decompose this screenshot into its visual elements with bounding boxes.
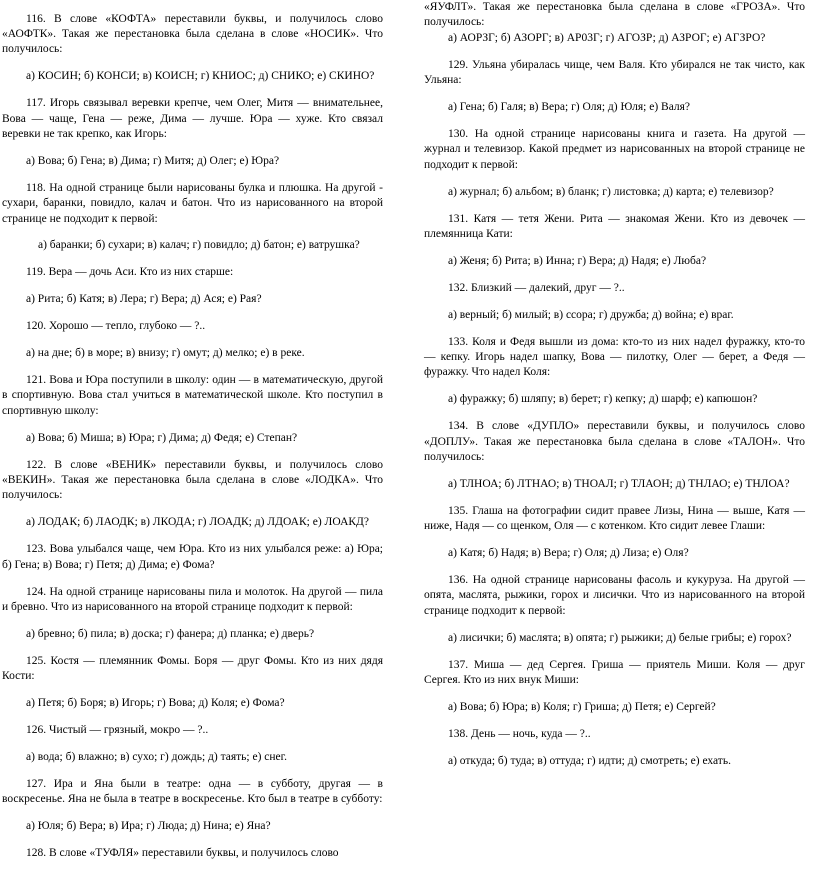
question-paragraph: 117. Игорь связывал веревки крепче, чем Олег, Митя — внимательнее, Вова — чаще, Гена — реже, Дима — лучше. Юра — хуже. Кто связал веревки не так крепко, как Игорь: xyxy=(2,97,383,140)
question-paragraph: 116. В слове «КОФТА» переставили буквы, и получилось слово «АОФТК». Такая же перестановка была сделана в слове «НОСИК». Что получилось: xyxy=(2,12,383,56)
answer-options: а) Юля; б) Вера; в) Ира; г) Люда; д) Нина; е) Яна? xyxy=(26,820,271,833)
answer-options: а) КОСИН; б) КОНСИ; в) КОИСН; г) КНИОС; д) СНИКО; е) СКИНО? xyxy=(26,70,375,83)
left-column xyxy=(2,0,383,873)
question-paragraph: 122. В слове «ВЕНИК» переставили буквы, и получилось слово «ВЕКИН». Такая же перестановка была сделана в слове «ЛОДКА». Что получилось: xyxy=(2,458,383,502)
question-paragraph: 136. На одной странице нарисованы фасоль и кукуруза. На другой — опята, маслята, рыжики, горох и лисички. Что из нарисованного на второй странице подходит к первой: xyxy=(424,574,805,617)
question-paragraph: 138. День — ночь, куда — ?.. xyxy=(448,727,591,740)
question-paragraph: 130. На одной странице нарисованы книга и газета. На другой — журнал и телевизор. Какой предмет из нарисованных на второй странице не подходит к первой: xyxy=(424,127,805,171)
answer-options: «ЯУФЛТ». Такая же перестановка была сделана в слове «ГРОЗА». Что получилось: xyxy=(424,1,805,29)
answer-options: а) лисички; б) маслята; в) опята; г) рыжики; д) белые грибы; е) горох? xyxy=(448,631,792,644)
question-paragraph: 121. Вова и Юра поступили в школу: один — в математическую, другой в спортивную. Вова стал учиться в математической школе. Кто поступил в спортивную школу: xyxy=(2,374,383,417)
question-paragraph: 119. Вера — дочь Аси. Кто из них старше: xyxy=(26,266,234,279)
answer-options: а) ТЛНОА; б) ЛТНАО; в) ТНОАЛ; г) ТЛАОН; д) ТНЛАО; е) ТНЛОА? xyxy=(448,477,790,490)
question-paragraph: 118. На одной странице были нарисованы булка и плюшка. На другой - сухари, баранки, повидло, калач и батон. Что из нарисованного на второй странице не подходит к первой: xyxy=(2,181,383,225)
question-paragraph: 134. В слове «ДУПЛО» переставили буквы, и получилось слово «ДОПЛУ». Такая же перестановка была сделана в слове «ТАЛОН». Что получилось: xyxy=(424,420,805,464)
question-paragraph: 124. На одной странице нарисованы пила и молоток. На другой — пила и бревно. Что из нарисованного на второй странице подходит к первой: xyxy=(2,585,383,613)
question-paragraph: 131. Катя — тетя Жени. Рита — знакомая Жени. Кто из девочек — племянница Кати: xyxy=(424,212,805,240)
answer-options: а) баранки; б) сухари; в) калач; г) повидло; д) батон; е) ватрушка? xyxy=(38,239,360,252)
question-paragraph: 127. Ира и Яна были в театре: одна — в субботу, другая — в воскресенье. Яна не была в театре в воскресенье. Кто был в театре в субботу: xyxy=(2,777,383,806)
answer-options: а) Рита; б) Катя; в) Лера; г) Вера; д) Ася; е) Рая? xyxy=(26,293,262,306)
answer-options: а) АОРЗГ; б) АЗОРГ; в) АР03Г; г) АГОЗР; д) АЗРОГ; е) АГЗРО? xyxy=(448,31,766,44)
answer-options: а) откуда; б) туда; в) оттуда; г) идти; д) смотреть; е) ехать. xyxy=(448,754,731,767)
question-paragraph: 120. Хорошо — тепло, глубоко — ?.. xyxy=(26,320,206,333)
answer-options: а) на дне; б) в море; в) внизу; г) омут; д) мелко; е) в реке. xyxy=(26,347,305,360)
answer-options: а) бревно; б) пила; в) доска; г) фанера; д) планка; е) дверь? xyxy=(26,627,315,640)
question-paragraph: 132. Близкий — далекий, друг — ?.. xyxy=(448,281,625,294)
question-paragraph: 123. Вова улыбался чаще, чем Юра. Кто из них улыбался реже: а) Юра; б) Гена; в) Вова; г) Петя; д) Дима; е) Фома? xyxy=(2,543,383,571)
answer-options: а) верный; б) милый; в) ссора; г) дружба; д) война; е) враг. xyxy=(448,308,734,321)
question-paragraph: 135. Глаша на фотографии сидит правее Лизы, Нина — выше, Катя — ниже, Надя — со щенком, Оля — с котенком. Кто сидит левее Глаши: xyxy=(424,504,805,533)
answer-options: а) Вова; б) Миша; в) Юра; г) Дима; д) Федя; е) Степан? xyxy=(26,431,298,444)
question-paragraph: 125. Костя — племянник Фомы. Боря — друг Фомы. Кто из них дядя Кости: xyxy=(2,654,383,683)
answer-options: а) Вова; б) Гена; в) Дима; г) Митя; д) Олег; е) Юра? xyxy=(26,154,280,167)
answer-options: а) Петя; б) Боря; в) Игорь; г) Вова; д) Коля; е) Фома? xyxy=(26,697,285,710)
answer-options: а) Катя; б) Надя; в) Вера; г) Оля; д) Лиза; е) Оля? xyxy=(448,547,689,560)
answer-options: а) фуражку; б) шляпу; в) берет; г) кепку; д) шарф; е) капюшон? xyxy=(448,393,758,406)
answer-options: а) вода; б) влажно; в) сухо; г) дождь; д) таять; е) снег. xyxy=(26,750,287,763)
question-paragraph: 137. Миша — дед Сергея. Гриша — приятель Миши. Коля — друг Сергея. Кто из них внук Миши: xyxy=(424,658,805,687)
question-paragraph: 126. Чистый — грязный, мокро — ?.. xyxy=(26,724,209,736)
right-column xyxy=(424,0,805,769)
question-paragraph: 128. В слове «ТУФЛЯ» переставили буквы, и получилось слово xyxy=(26,847,339,860)
answer-options: а) журнал; б) альбом; в) бланк; г) листовка; д) карта; е) телевизор? xyxy=(448,185,774,198)
question-paragraph: 133. Коля и Федя вышли из дома: кто-то из них надел фуражку, кто-то — кепку. Игорь надел шапку, Вова — пилотку, Олег — берет, а Федя — фуражку. Что надел Коля: xyxy=(424,335,805,379)
answer-options: а) Вова; б) Юра; в) Коля; г) Гриша; д) Петя; е) Сергей? xyxy=(448,701,716,713)
answer-options: а) ЛОДАК; б) ЛАОДК; в) ЛКОДА; г) ЛОАДК; д) ЛДОАК; е) ЛОАКД? xyxy=(26,516,369,529)
question-paragraph: 129. Ульяна убиралась чище, чем Валя. Кто убирался не так чисто, как Ульяна: xyxy=(424,58,805,87)
answer-options: а) Гена; б) Галя; в) Вера; г) Оля; д) Юля; е) Валя? xyxy=(448,101,691,114)
answer-options: а) Женя; б) Рита; в) Инна; г) Вера; д) Надя; е) Люба? xyxy=(448,254,707,267)
